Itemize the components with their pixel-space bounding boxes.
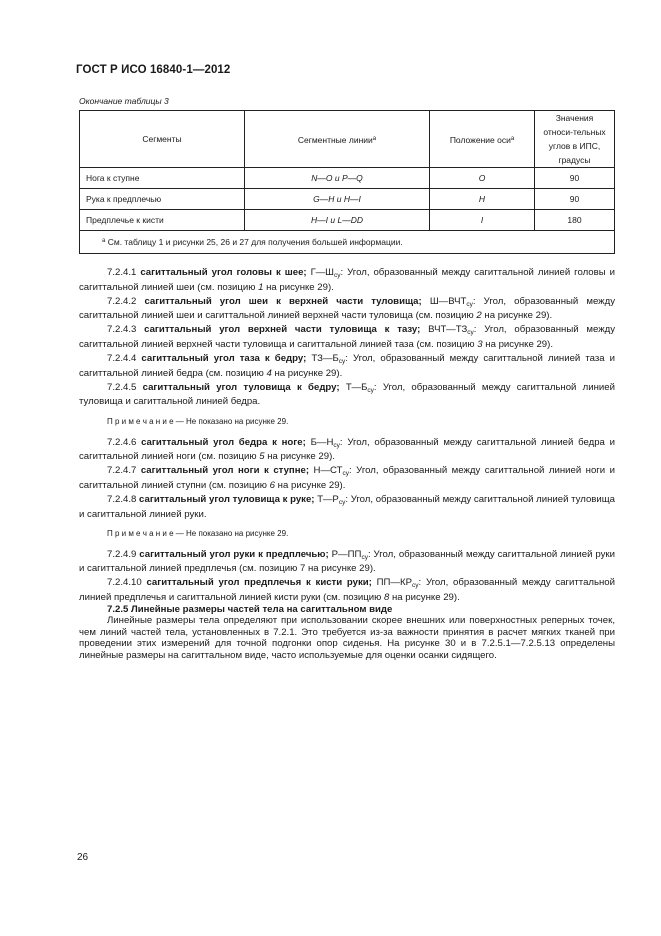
clause: 7.2.4.8 сагиттальный угол туловища к руке; $Т—Р_{су}$: Угол, образованный между сагиттальной линией туловища и сагиттальной линией руки. (79, 493, 615, 520)
table-cell: 90 (535, 189, 615, 210)
table-footnote: $^a$ См. таблицу 1 и рисунки 25, 26 и 27 для получения большей информации. (80, 231, 615, 254)
footnote-marker: a (510, 135, 515, 142)
clause: 7.2.4.5 сагиттальный угол туловища к бедру; $Т—Б_{су}$: Угол, образованный между сагиттальной линией туловища и сагиттальной линией бедра. (79, 381, 615, 408)
table-header-cell: Сегменты (80, 111, 245, 168)
table-cell: N—O и P—Q (245, 168, 430, 189)
clause: 7.2.4.9 сагиттальный угол руки к предплечью; $Р—ПП_{су}$: Угол, образованный между сагиттальной линией руки и сагиттальной линией предплечья (см. позицию 7 на рисунке 29). (79, 548, 615, 575)
clause: 7.2.4.10 сагиттальный угол предплечья к кисти руки; $ПП—КР_{су}$: Угол, образованный между сагиттальной линией предплечья и сагиттальной линией кисти руки (см. позицию 8 на рисунке 29). (79, 577, 615, 603)
table-header-cell: Положение оси$^a$ (430, 111, 535, 168)
table-header-cell: Значения относи-тельных углов в ИПС, градусы (535, 111, 615, 168)
clause: 7.2.4.3 сагиттальный угол верхней части туловища к тазу; $ВЧТ—ТЗ_{су}$: Угол, образованный между сагиттальной линией верхней части туловища и сагиттальной линией таза (см. позицию 3 на рисунке 29). (79, 324, 616, 350)
table-header-row (80, 111, 615, 168)
table-row (80, 210, 615, 231)
clause: 7.2.4.7 сагиттальный угол ноги к ступне; $Н—СТ_{су}$: Угол, образованный между сагиттальной линией ноги и сагиттальной линией ступни (см. позицию 6 на рисунке 29). (79, 465, 615, 491)
table-cell: I (430, 210, 535, 231)
clause: 7.2.4.1 сагиттальный угол головы к шее; $Г—Ш_{су}$: Угол, образованный между сагиттальной линией головы и сагиттальной линией шеи (см. позицию 1 на рисунке 29). (79, 267, 615, 293)
table-footnote-row (80, 231, 615, 254)
segments-table (79, 110, 615, 254)
table-cell: Нога к ступне (80, 168, 245, 189)
table-cell: Предплечье к кисти (80, 210, 245, 231)
clause: 7.2.4.4 сагиттальный угол таза к бедру; $ТЗ—Б_{су}$: Угол, образованный между сагиттальной линией таза и сагиттальной линией бедра (см. позицию 4 на рисунке 29). (79, 353, 615, 379)
table-row (80, 189, 615, 210)
footnote-marker: a (372, 135, 377, 142)
document-body (79, 267, 615, 662)
section-text: Линейные размеры тела определяют при использовании скорее внешних или поверхностных реперных точек, чем линий частей тела, установленных в 7.2.1. Это требуется из-за важности принятия в расчет мягких тканей при проведении этих измерений для точной подгонки опор сиденья. На рисунке 30 и в 7.2.5.1—7.2.5.13 определены линейные размеры на сагиттальном виде, часто используемые для оценки осанки сидящего. (79, 615, 615, 661)
table-row (80, 168, 615, 189)
table-cell: O (430, 168, 535, 189)
footnote-marker: a (102, 238, 106, 244)
table-header-cell: Сегментные линии$^a$ (245, 111, 430, 168)
clause: 7.2.4.2 сагиттальный угол шеи к верхней части туловища; $Ш—ВЧТ_{су}$: Угол, образованный между сагиттальной линией шеи и сагиттальной линией верхней части туловища (см. позицию 2 на рисунке 29). (79, 295, 615, 322)
note: П р и м е ч а н и е — Не показано на рисунке 29. (107, 529, 289, 539)
note: П р и м е ч а н и е — Не показано на рисунке 29. (107, 416, 289, 426)
table-cell: 90 (535, 168, 615, 189)
table-caption: Окончание таблицы 3 (79, 96, 169, 106)
table-cell: Рука к предплечью (80, 189, 245, 210)
table-cell: G—H и H—I (245, 189, 430, 210)
clause: 7.2.4.6 сагиттальный угол бедра к ноге; $Б—Н_{су}$: Угол, образованный между сагиттальной линией бедра и сагиттальной линией ноги (см. позицию 5 на рисунке 29). (79, 436, 616, 463)
page-number: 26 (77, 852, 89, 863)
document-header: ГОСТ Р ИСО 16840-1—2012 (76, 64, 231, 76)
table-cell: H (430, 189, 535, 210)
section-title: 7.2.5 Линейные размеры частей тела на сагиттальном виде (107, 603, 393, 615)
table-cell: H—I и L—DD (245, 210, 430, 231)
table-cell: 180 (535, 210, 615, 231)
